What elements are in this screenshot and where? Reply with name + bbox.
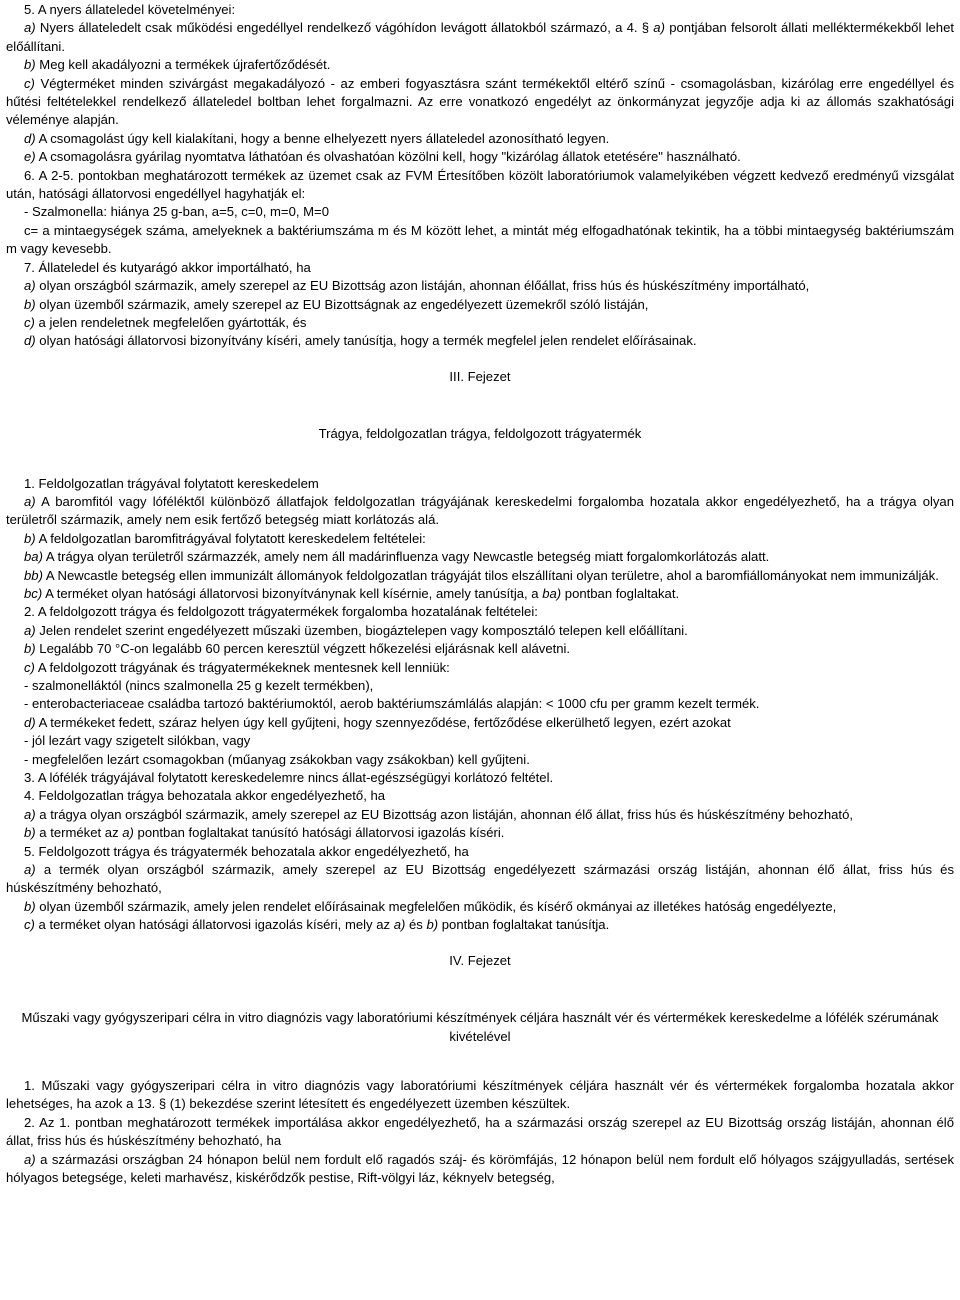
paragraph: a) Jelen rendelet szerint engedélyezett műszaki üzemben, biogáztelepen vagy komposztáló telepen kell előállítani. (24, 622, 688, 638)
chapter-4-number: IV. Fejezet (449, 952, 511, 968)
paragraph: a) Nyers állateledelt csak működési engedéllyel rendelkező vágóhídon levágott állatokból származó, a 4. § a) pontjában felsorolt állati melléktermékekből lehet előállítani. (6, 20, 954, 54)
paragraph: 6. A 2-5. pontokban meghatározott termékek az üzemet csak az FVM Értesítőben közölt laboratóriumok valamelyikében végzett kedvező eredményű vizsgálat után, hatósági állatorvosi engedéllyel hagyhatják el: (6, 167, 954, 202)
chapter-3-title: Trágya, feldolgozatlan trágya, feldolgozott trágyatermék (318, 426, 642, 442)
paragraph: - Szalmonella: hiánya 25 g-ban, a=5, c=0, m=0, M=0 (24, 204, 329, 220)
paragraph: b) olyan üzemből származik, amely szerepel az EU Bizottságnak az engedélyezett üzemekről szóló listáján, (24, 296, 649, 312)
paragraph: 3. A lófélék trágyájával folytatott kereskedelemre nincs állat-egészségügyi korlátozó feltétel. (24, 770, 554, 786)
paragraph: b) Legalább 70 °C-on legalább 60 percen keresztül végzett hőkezelési eljárásnak kell alávetni. (24, 641, 571, 657)
paragraph: c) A feldolgozott trágyának és trágyatermékeknek mentesnek kell lenniük: (24, 659, 450, 675)
paragraph: 1. Feldolgozatlan trágyával folytatott kereskedelem (24, 475, 319, 491)
paragraph: a) a termék olyan országból származik, amely szerepel az EU Bizottság engedélyezett származási ország listáján, ahonnan élő állat, friss hús és húskészítmény behozható, (6, 862, 954, 896)
paragraph: a) a trágya olyan országból származik, amely szerepel az EU Bizottság azon listáján, ahonnan élő állat, friss hús és húskészítmény behozható, (24, 806, 853, 822)
paragraph: c) a terméket olyan hatósági állatorvosi igazolás kíséri, mely az a) és b) pontban foglaltakat tanúsítja. (24, 917, 610, 933)
paragraph: - jól lezárt vagy szigetelt silókban, vagy (24, 733, 251, 749)
paragraph: e) A csomagolásra gyárilag nyomtatva láthatóan és olvashatóan közölni kell, hogy "kizárólag állatok etetésére" használható. (24, 149, 741, 165)
paragraph: ba) A trágya olyan területről származzék, amely nem áll madárinfluenza vagy Newcastle betegség miatt forgalomkorlátozás alatt. (24, 549, 770, 565)
paragraph: 5. A nyers állateledel követelményei: (24, 2, 236, 17)
paragraph: bb) A Newcastle betegség ellen immunizált állományok feldolgozatlan trágyáját tilos elszállítani olyan területre, ahol a baromfiállományokat nem immunizálják. (24, 567, 939, 583)
paragraph: - enterobacteriaceae családba tartozó baktériumoktól, aerob baktériumszámlálás alapján: < 1000 cfu per gramm kezelt termék. (24, 696, 760, 712)
paragraph: b) olyan üzemből származik, amely jelen rendelet előírásainak megfelelően működik, és kísérő okmányai az illetékes hatóság engedélyezte, (24, 898, 837, 914)
chapter-4-title: Műszaki vagy gyógyszeripari célra in vitro diagnózis vagy laboratóriumi készítmények céljára használt vér és vértermékek kereskedelme a lófélék szérumának kivételével (21, 1010, 939, 1044)
paragraph: d) A csomagolást úgy kell kialakítani, hogy a benne elhelyezett nyers állateledel azonosítható legyen. (24, 130, 610, 146)
paragraph: d) A termékeket fedett, száraz helyen úgy kell gyűjteni, hogy szennyeződése, fertőződése elkerülhető legyen, ezért azokat (24, 714, 731, 730)
paragraph: 4. Feldolgozatlan trágya behozatala akkor engedélyezhető, ha (24, 788, 386, 804)
paragraph: a) A baromfitól vagy lóféléktől különböző állatfajok feldolgozatlan trágyájának kereskedelmi forgalomba hozatala akkor engedélyezhető, ha a trágya olyan területről származik, amely nem esik fertőző betegség miatt korlátozás alá. (6, 493, 954, 528)
paragraph: d) olyan hatósági állatorvosi bizonyítvány kíséri, amely tanúsítja, hogy a termék megfelel jelen rendelet előírásainak. (24, 333, 697, 349)
paragraph: a) olyan országból származik, amely szerepel az EU Bizottság azon listáján, ahonnan élőállat, friss hús és húskészítmény importálható, (24, 278, 810, 294)
paragraph: bc) A terméket olyan hatósági állatorvosi bizonyítványnak kell kísérnie, amely tanúsítja, a ba) pontban foglaltakat. (24, 585, 680, 601)
section-manure-trade (6, 475, 954, 935)
paragraph: - szalmonelláktól (nincs szalmonella 25 g kezelt termékben), (24, 678, 374, 693)
paragraph: 1. Műszaki vagy gyógyszeripari célra in vitro diagnózis vagy laboratóriumi készítmények céljára használt vér és vértermékek forgalomba hozatala akkor lehetséges, ha azok a 13. § (1) bekezdése szerint létesített és engedélyezett üzemben készültek. (6, 1077, 954, 1112)
paragraph: c) Végterméket minden szivárgást megakadályozó - az emberi fogyasztásra szánt termékektől eltérő színű - csomagolásban, kizárólag erre engedéllyel és hűtési feltételekkel rendelkező állateledel boltban lehet forgalmazni. Az erre vonatkozó engedélyt az önkormányzat jegyzője adja ki az állomás szakhatósági véleménye alapján. (6, 75, 954, 128)
paragraph: 2. A feldolgozott trágya és feldolgozott trágyatermékek forgalomba hozatalának feltételei: (24, 604, 538, 620)
paragraph: - megfelelően lezárt csomagokban (műanyag zsákokban vagy zsákokban) kell gyűjteni. (24, 751, 530, 767)
paragraph: c= a mintaegységek száma, amelyeknek a baktériumszáma m és M között lehet, a mintát még elfogadhatónak tekintik, ha a többi mintaegység baktériumszám m vagy kevesebb. (6, 222, 954, 257)
chapter-3-number: III. Fejezet (449, 368, 511, 384)
section-animal-feed-requirements (6, 1, 954, 351)
paragraph: 5. Feldolgozott trágya és trágyatermék behozatala akkor engedélyezhető, ha (24, 843, 469, 859)
paragraph: 7. Állateledel és kutyarágó akkor importálható, ha (24, 259, 311, 275)
paragraph: b) a terméket az a) pontban foglaltakat tanúsító hatósági állatorvosi igazolás kíséri. (24, 825, 505, 841)
paragraph: b) Meg kell akadályozni a termékek újrafertőződését. (24, 57, 331, 73)
paragraph: b) A feldolgozatlan baromfitrágyával folytatott kereskedelem feltételei: (24, 530, 426, 546)
paragraph: c) a jelen rendeletnek megfelelően gyártották, és (24, 314, 307, 330)
paragraph: a) a származási országban 24 hónapon belül nem fordult elő ragadós száj- és körömfájás, 12 hónapon belül nem fordult elő hólyagos szájgyulladás, sertések hólyagos betegsége, keleti marhavész, kiskérődzők pestise, Rift-völgyi láz, kéknyelv betegség, (6, 1151, 954, 1185)
paragraph: 2. Az 1. pontban meghatározott termékek importálása akkor engedélyezhető, ha a származási ország szerepel az EU Bizottság ország listáján, ahonnan élő állat, friss hús és húskészítmény behozható, ha (6, 1114, 954, 1149)
section-blood-products-trade (6, 1077, 954, 1187)
